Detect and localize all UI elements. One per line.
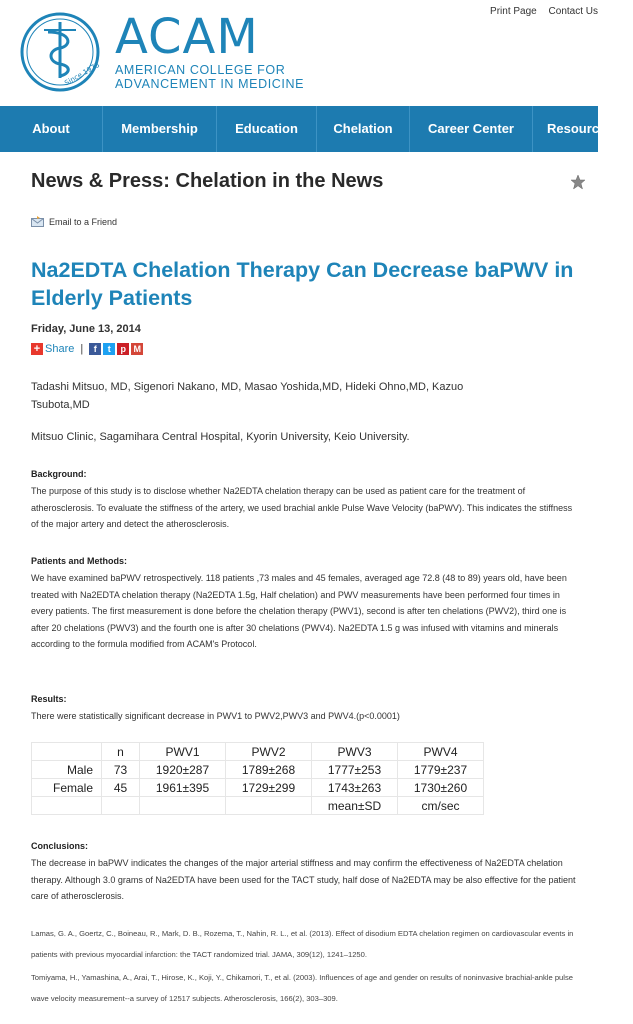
email-to-friend-link[interactable] — [31, 216, 117, 227]
utility-links — [481, 6, 598, 17]
table-header-cell: n — [102, 743, 140, 761]
star-icon[interactable] — [570, 174, 586, 190]
table-cell: 1961±395 — [140, 779, 226, 797]
table-header-cell: PWV1 — [140, 743, 226, 761]
email-to-friend-label: Email to a Friend — [49, 216, 118, 227]
table-header-row — [32, 743, 484, 761]
methods-heading: Patients and Methods: — [31, 556, 128, 566]
table-cell: 1777±253 — [312, 761, 398, 779]
table-cell: cm/sec — [398, 797, 484, 815]
brand-subtitle-line-1: AMERICAN COLLEGE FOR — [115, 63, 286, 77]
nav-item-membership[interactable]: Membership — [103, 106, 217, 152]
page-title: News & Press: Chelation in the News — [31, 170, 384, 192]
site-header — [0, 0, 598, 105]
table-cell: 1743±263 — [312, 779, 398, 797]
background-text: The purpose of this study is to disclose whether Na2EDTA chelation therapy can be used as patient care for the treatment of atherosclerosis. To evaluate the stiffness of the artery, we used brachial ankle Pulse Wave Velocity (baPWV). This indicates the stiffness of the major artery and detect the atherosclerosis. — [31, 486, 573, 530]
share-plus-icon[interactable]: + — [31, 343, 43, 355]
twitter-icon[interactable]: t — [103, 343, 115, 355]
gmail-icon[interactable]: M — [131, 343, 143, 355]
table-cell: 45 — [102, 779, 140, 797]
share-link[interactable]: Share — [45, 343, 75, 355]
brand[interactable] — [115, 10, 304, 92]
table-cell: 1920±287 — [140, 761, 226, 779]
table-header-cell — [32, 743, 102, 761]
table-cell — [102, 797, 140, 815]
table-cell: Male — [32, 761, 102, 779]
table-cell: 73 — [102, 761, 140, 779]
table-cell — [32, 797, 102, 815]
nav-item-resources[interactable]: Resources — [547, 121, 614, 136]
table-header-cell: PWV4 — [398, 743, 484, 761]
conclusions-text: The decrease in baPWV indicates the changes of the major arterial stiffness and may confirm the effectiveness of Na2EDTA chelation therapy. Although 3.0 grams of Na2EDTA have been used for the TACT study, half dose of Na2EDTA may be also effective for the patient care of atherosclerosis. — [31, 858, 576, 902]
pinterest-icon[interactable]: p — [117, 343, 129, 355]
table-header-cell: PWV3 — [312, 743, 398, 761]
table-cell: 1789±268 — [226, 761, 312, 779]
table-cell: Female — [32, 779, 102, 797]
email-icon — [31, 216, 44, 227]
nav-item-career-center[interactable]: Career Center — [410, 106, 533, 152]
conclusions-heading: Conclusions: — [31, 841, 89, 851]
contact-us-link[interactable]: Contact Us — [548, 6, 598, 17]
reference-1: Lamas, G. A., Goertz, C., Boineau, R., Mark, D. B., Rozema, T., Nahin, R. L., et al. (2013). Effect of disodium EDTA chelation regimen on cardiovascular events in patients with previous myocardial infarction: the TACT randomized trial. JAMA, 309(12), 1241–1250. — [31, 929, 574, 959]
logo-since-text: Since 1973 — [63, 60, 102, 88]
main-nav — [0, 106, 614, 152]
share-separator: | — [80, 343, 84, 355]
caduceus-logo-icon[interactable] — [20, 12, 100, 92]
facebook-icon[interactable]: f — [89, 343, 101, 355]
article-authors: Tadashi Mitsuo, MD, Sigenori Nakano, MD, Masao Yoshida,MD, Hideki Ohno,MD, Kazuo Tsubota,MD — [31, 381, 464, 411]
table-cell: 1779±237 — [398, 761, 484, 779]
nav-item-about[interactable]: About — [0, 106, 103, 152]
table-row — [32, 761, 484, 779]
methods-text: We have examined baPWV retrospectively. 118 patients ,73 males and 45 females, averaged age 72.8 (48 to 89) years old, have been treated with Na2EDTA chelation therapy (Na2EDTA 1.5g, Half chelation) and PWV measurements have been performed four times in every patients. The first measurement is done before the chelation therapy (PWV1), second is after ten chelations (PWV2), third one is after 20 chelations (PWV3) and the fourth one is after 30 chelations (PWV4). Na2EDTA 1.5 g was infused with vitamins and minerals according to the formula modified from ACAM's Protocol. — [31, 573, 567, 650]
background-heading: Background: — [31, 469, 87, 479]
table-cell — [226, 797, 312, 815]
table-header-cell: PWV2 — [226, 743, 312, 761]
article-title: Na2EDTA Chelation Therapy Can Decrease baPWV in Elderly Patients — [31, 258, 574, 310]
reference-2: Tomiyama, H., Yamashina, A., Arai, T., Hirose, K., Koji, Y., Chikamori, T., et al. (2003). Influences of age and gender on results of noninvasive brachial-ankle pulse wave velocity measurement--a survey of 12517 subjects. Atherosclerosis, 166(2), 303–309. — [31, 973, 573, 1003]
table-row — [32, 779, 484, 797]
article-date: Friday, June 13, 2014 — [31, 323, 141, 335]
article-affiliations: Mitsuo Clinic, Sagamihara Central Hospital, Kyorin University, Keio University. — [31, 431, 410, 443]
table-cell — [140, 797, 226, 815]
table-cell: 1730±260 — [398, 779, 484, 797]
nav-item-education[interactable]: Education — [217, 106, 317, 152]
share-bar — [31, 343, 145, 355]
nav-item-chelation[interactable]: Chelation — [317, 106, 410, 152]
results-heading: Results: — [31, 694, 67, 704]
results-table — [31, 742, 484, 815]
results-text: There were statistically significant decrease in PWV1 to PWV2,PWV3 and PWV4.(p<0.0001) — [31, 711, 400, 721]
brand-name: ACAM — [115, 9, 259, 65]
table-cell: 1729±299 — [226, 779, 312, 797]
brand-subtitle-line-2: ADVANCEMENT IN MEDICINE — [115, 77, 305, 91]
table-row — [32, 797, 484, 815]
table-cell: mean±SD — [312, 797, 398, 815]
print-page-link[interactable]: Print Page — [490, 6, 537, 17]
